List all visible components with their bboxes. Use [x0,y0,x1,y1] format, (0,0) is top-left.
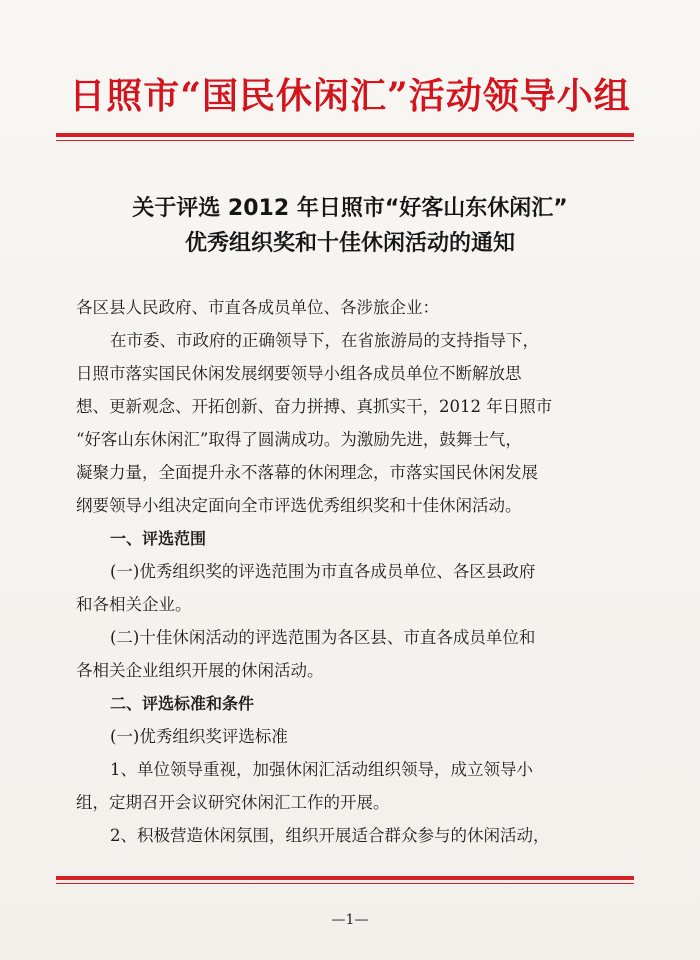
body-line: 和各相关企业。 [76,595,192,614]
salutation: 各区县人民政府、市直各成员单位、各涉旅企业： [76,298,439,317]
subsection-heading: (一)优秀组织奖评选标准 [110,727,288,746]
body-line: 想、更新观念、开拓创新、奋力拼搏、真抓实干，2012 年日照市 [76,397,553,416]
body-line: (一)优秀组织奖的评选范围为市直各成员单位、各区县政府 [110,562,536,581]
issuing-organization-title: 日照市“国民休闲汇”活动领导小组 [69,75,631,117]
body-line: 1、单位领导重视，加强休闲汇活动组织领导，成立领导小 [110,760,533,779]
document-title-line-2: 优秀组织奖和十佳休闲活动的通知 [184,231,515,256]
document-body [76,324,636,852]
section-heading: 二、评选标准和条件 [110,694,255,713]
body-line: 凝聚力量，全面提升永不落幕的休闲理念，市落实国民休闲发展 [76,463,538,482]
page-number: —1— [331,912,369,928]
footer-red-rule-thick [56,876,634,880]
header-red-rule-thick [56,133,634,137]
body-line: 组，定期召开会议研究休闲汇工作的开展。 [76,793,390,812]
body-line: 2、积极营造休闲氛围，组织开展适合群众参与的休闲活动， [110,826,550,845]
body-line: 在市委、市政府的正确领导下，在省旅游局的支持指导下， [110,331,539,350]
header-red-rule-thin [56,140,634,141]
body-line: “好客山东休闲汇”取得了圆满成功。为激励先进，鼓舞士气， [76,430,522,449]
body-line: (二)十佳休闲活动的评选范围为各区县、市直各成员单位和 [110,628,536,647]
body-line: 各相关企业组织开展的休闲活动。 [76,661,324,680]
section-heading: 一、评选范围 [110,529,207,548]
document-title-line-1: 关于评选 2012 年日照市“好客山东休闲汇” [132,196,568,221]
body-line: 纲要领导小组决定面向全市评选优秀组织奖和十佳休闲活动。 [76,496,522,515]
footer-red-rule-thin [56,883,634,884]
body-line: 日照市落实国民休闲发展纲要领导小组各成员单位不断解放思 [76,364,522,383]
